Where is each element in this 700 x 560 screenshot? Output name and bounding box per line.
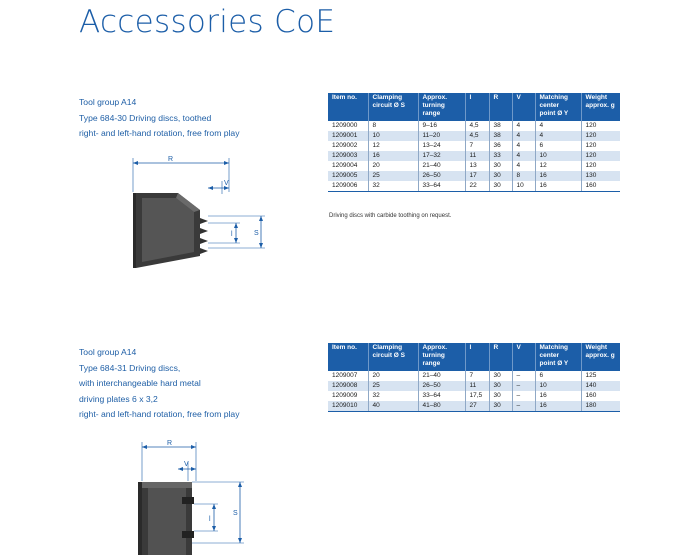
section1-driving-disc-drawing xyxy=(128,148,278,270)
dim-l-label: l xyxy=(231,231,233,238)
table-cell: 4 xyxy=(535,121,581,131)
table-cell: 17–32 xyxy=(418,151,465,161)
table-cell: 10 xyxy=(535,381,581,391)
section2-plates-line2: driving plates 6 x 3,2 xyxy=(79,393,158,404)
table-cell: 25 xyxy=(368,381,418,391)
table-row xyxy=(328,121,620,131)
table-cell: 180 xyxy=(581,401,620,412)
col-header-l: l xyxy=(465,93,489,121)
table-row xyxy=(328,181,620,192)
table-cell: – xyxy=(512,401,535,412)
table-cell: 30 xyxy=(489,371,512,381)
col-header-item-no: Item no. xyxy=(328,343,368,371)
table-cell: 120 xyxy=(581,161,620,171)
table-cell: 27 xyxy=(465,401,489,412)
table-cell: 11 xyxy=(465,381,489,391)
table-cell: 120 xyxy=(581,121,620,131)
table-cell: 1209006 xyxy=(328,181,368,192)
table-cell: 1209004 xyxy=(328,161,368,171)
table-cell: 4 xyxy=(512,141,535,151)
table-cell: 120 xyxy=(581,141,620,151)
table-cell: 10 xyxy=(512,181,535,192)
table-cell: 16 xyxy=(535,171,581,181)
table-cell: 36 xyxy=(489,141,512,151)
table-cell: 4,5 xyxy=(465,131,489,141)
table-cell: 13–24 xyxy=(418,141,465,151)
table-cell: 7 xyxy=(465,141,489,151)
dim-r-label: R xyxy=(168,156,174,163)
table-cell: 30 xyxy=(489,161,512,171)
table-row xyxy=(328,371,620,381)
table-cell: 21–40 xyxy=(418,371,465,381)
table-cell: 4 xyxy=(512,121,535,131)
section2-driving-disc-drawing xyxy=(128,437,278,555)
table-cell: – xyxy=(512,391,535,401)
table-cell: 1209002 xyxy=(328,141,368,151)
table-cell: 22 xyxy=(465,181,489,192)
col-header-weight: Weight approx. g xyxy=(581,93,620,121)
col-header-l: l xyxy=(465,343,489,371)
table-cell: 1209007 xyxy=(328,371,368,381)
table-cell: 1209009 xyxy=(328,391,368,401)
table-cell: 7 xyxy=(465,371,489,381)
table-cell: 25 xyxy=(368,171,418,181)
table-cell: 120 xyxy=(581,151,620,161)
section2-spec-table xyxy=(328,343,620,412)
table-cell: 8 xyxy=(368,121,418,131)
table-row xyxy=(328,131,620,141)
table-row xyxy=(328,381,620,391)
table-cell: 9–16 xyxy=(418,121,465,131)
table-cell: 160 xyxy=(581,181,620,192)
table-cell: 38 xyxy=(489,131,512,141)
table-cell: 125 xyxy=(581,371,620,381)
table-row xyxy=(328,151,620,161)
table-cell: 17 xyxy=(465,171,489,181)
section1-note: Driving discs with carbide toothing on request. xyxy=(329,213,452,219)
table-cell: 30 xyxy=(489,171,512,181)
table-cell: 140 xyxy=(581,381,620,391)
table-cell: 41–80 xyxy=(418,401,465,412)
table-cell: 20 xyxy=(368,371,418,381)
dim-s-label: S xyxy=(254,230,259,237)
section2-tool-group: Tool group A14 xyxy=(79,347,137,357)
table-row xyxy=(328,141,620,151)
table-cell: 26–50 xyxy=(418,171,465,181)
dim-v-label: V xyxy=(184,461,189,468)
table-cell: 11–20 xyxy=(418,131,465,141)
section2-rotation: right- and left-hand rotation, free from play xyxy=(79,409,240,420)
table-cell: 4 xyxy=(512,161,535,171)
table-cell: 11 xyxy=(465,151,489,161)
table-cell: 12 xyxy=(535,161,581,171)
table-header-row xyxy=(328,93,620,121)
table-cell: 40 xyxy=(368,401,418,412)
table-cell: 32 xyxy=(368,391,418,401)
col-header-r: R xyxy=(489,343,512,371)
section2-description xyxy=(79,345,240,423)
section1-description xyxy=(79,95,240,142)
col-header-weight: Weight approx. g xyxy=(581,343,620,371)
table-cell: 4 xyxy=(512,151,535,161)
table-cell: 21–40 xyxy=(418,161,465,171)
table-cell: 16 xyxy=(535,401,581,412)
section1-rotation: right- and left-hand rotation, free from play xyxy=(79,128,240,139)
table-cell: – xyxy=(512,371,535,381)
table-cell: 20 xyxy=(368,161,418,171)
table-cell: 33–64 xyxy=(418,391,465,401)
table-cell: 30 xyxy=(489,401,512,412)
section1-spec-table xyxy=(328,93,620,192)
table-cell: 16 xyxy=(368,151,418,161)
col-header-center-point: Matching center point Ø Y xyxy=(535,343,581,371)
col-header-turning-range: Approx. turning range xyxy=(418,343,465,371)
table-cell: 30 xyxy=(489,381,512,391)
section2-plates-line1: with interchangeable hard metal xyxy=(79,378,201,389)
dim-l-label: l xyxy=(209,516,211,523)
section1-tool-group: Tool group A14 xyxy=(79,97,137,107)
table-cell: 4 xyxy=(512,131,535,141)
table-cell: 16 xyxy=(535,181,581,192)
table-row xyxy=(328,161,620,171)
table-cell: 1209003 xyxy=(328,151,368,161)
dim-s-label: S xyxy=(233,510,238,517)
table-cell: 32 xyxy=(368,181,418,192)
table-cell: 8 xyxy=(512,171,535,181)
col-header-clamping: Clamping circuit Ø S xyxy=(368,93,418,121)
section2-type: Type 684-31 Driving discs, xyxy=(79,362,181,373)
table-cell: 1209010 xyxy=(328,401,368,412)
col-header-v: V xyxy=(512,343,535,371)
table-cell: 130 xyxy=(581,171,620,181)
table-cell: – xyxy=(512,381,535,391)
section1-type: Type 684-30 Driving discs, toothed xyxy=(79,112,212,123)
table-cell: 13 xyxy=(465,161,489,171)
table-row xyxy=(328,401,620,412)
col-header-turning-range: Approx. turning range xyxy=(418,93,465,121)
table-cell: 38 xyxy=(489,121,512,131)
table-cell: 33 xyxy=(489,151,512,161)
table-row xyxy=(328,171,620,181)
table-cell: 10 xyxy=(368,131,418,141)
table-cell: 160 xyxy=(581,391,620,401)
table-cell: 4,5 xyxy=(465,121,489,131)
table-cell: 6 xyxy=(535,141,581,151)
dim-v-label: V xyxy=(224,180,229,187)
table-cell: 120 xyxy=(581,131,620,141)
table-cell: 30 xyxy=(489,391,512,401)
table-cell: 6 xyxy=(535,371,581,381)
table-cell: 16 xyxy=(535,391,581,401)
table-cell: 4 xyxy=(535,131,581,141)
table-cell: 33–64 xyxy=(418,181,465,192)
table-row xyxy=(328,391,620,401)
table-cell: 1209005 xyxy=(328,171,368,181)
col-header-r: R xyxy=(489,93,512,121)
col-header-clamping: Clamping circuit Ø S xyxy=(368,343,418,371)
col-header-item-no: Item no. xyxy=(328,93,368,121)
dim-r-label: R xyxy=(167,440,173,447)
table-cell: 26–50 xyxy=(418,381,465,391)
table-cell: 1209001 xyxy=(328,131,368,141)
table-cell: 12 xyxy=(368,141,418,151)
table-cell: 30 xyxy=(489,181,512,192)
col-header-center-point: Matching center point Ø Y xyxy=(535,93,581,121)
col-header-v: V xyxy=(512,93,535,121)
table-cell: 1209000 xyxy=(328,121,368,131)
table-cell: 10 xyxy=(535,151,581,161)
table-cell: 17,5 xyxy=(465,391,489,401)
table-header-row xyxy=(328,343,620,371)
page-title: Accessories CoE xyxy=(79,4,336,40)
table-cell: 1209008 xyxy=(328,381,368,391)
